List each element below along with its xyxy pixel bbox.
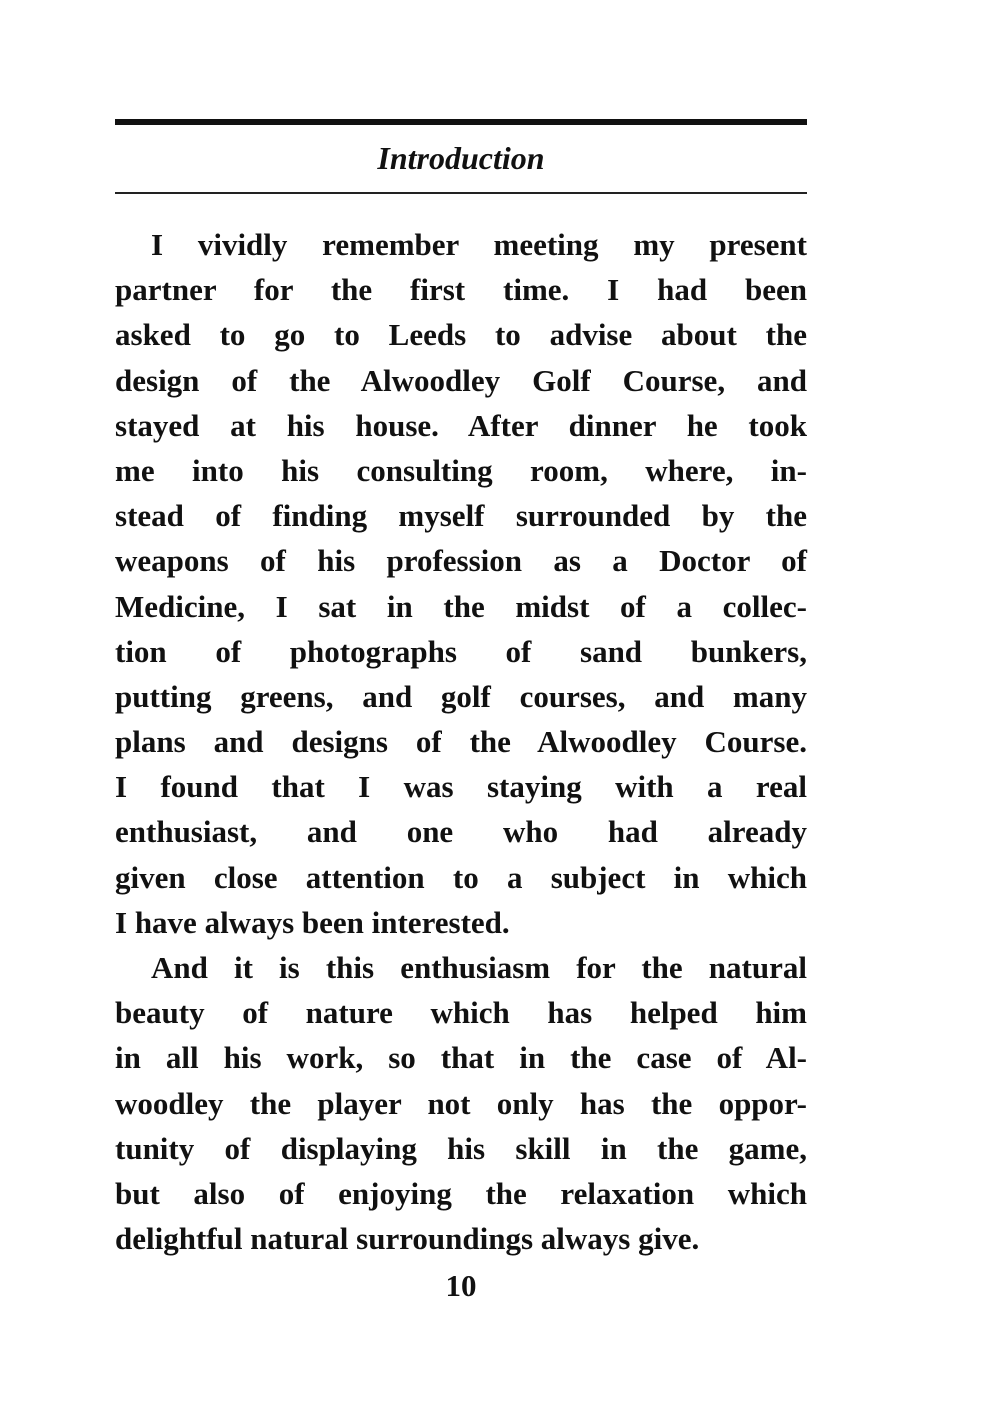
text-line: design of the Alwoodley Golf Course, and — [115, 362, 807, 398]
body-text — [115, 222, 807, 1261]
text-line: asked to go to Leeds to advise about the — [115, 317, 807, 353]
text-line: I vividly remember meeting my present — [151, 227, 807, 262]
text-line: weapons of his profession as a Doctor of — [115, 543, 807, 579]
running-title: Introduction — [377, 140, 545, 176]
text-line: woodley the player not only has the oppor- — [115, 1085, 807, 1121]
text-line: Medicine, I sat in the midst of a collec- — [115, 588, 807, 624]
text-line: stayed at his house. After dinner he took — [115, 407, 807, 443]
text-line: but also of enjoying the relaxation which — [115, 1175, 807, 1211]
text-line: stead of finding myself surrounded by the — [115, 498, 807, 534]
text-line: tunity of displaying his skill in the game, — [115, 1130, 807, 1166]
text-line: I found that I was staying with a real — [115, 769, 807, 805]
text-line: tion of photographs of sand bunkers, — [115, 633, 807, 669]
text-line: enthusiast, and one who had already — [115, 814, 807, 850]
text-line: beauty of nature which has helped him — [115, 995, 807, 1031]
text-line: given close attention to a subject in which — [115, 859, 807, 895]
text-line: partner for the first time. I had been — [115, 272, 807, 308]
text-line: me into his consulting room, where, in- — [115, 452, 807, 488]
text-line: in all his work, so that in the case of Al- — [115, 1040, 807, 1076]
top-rule — [115, 119, 807, 125]
text-line: putting greens, and golf courses, and many — [115, 678, 807, 714]
text-line: I have always been interested. — [115, 904, 510, 940]
header-rule — [115, 192, 807, 194]
text-line: plans and designs of the Alwoodley Course. — [115, 724, 807, 760]
text-line: And it is this enthusiasm for the natural — [151, 950, 807, 985]
text-line: delightful natural surroundings always give. — [115, 1221, 700, 1257]
page-number: 10 — [445, 1268, 477, 1303]
